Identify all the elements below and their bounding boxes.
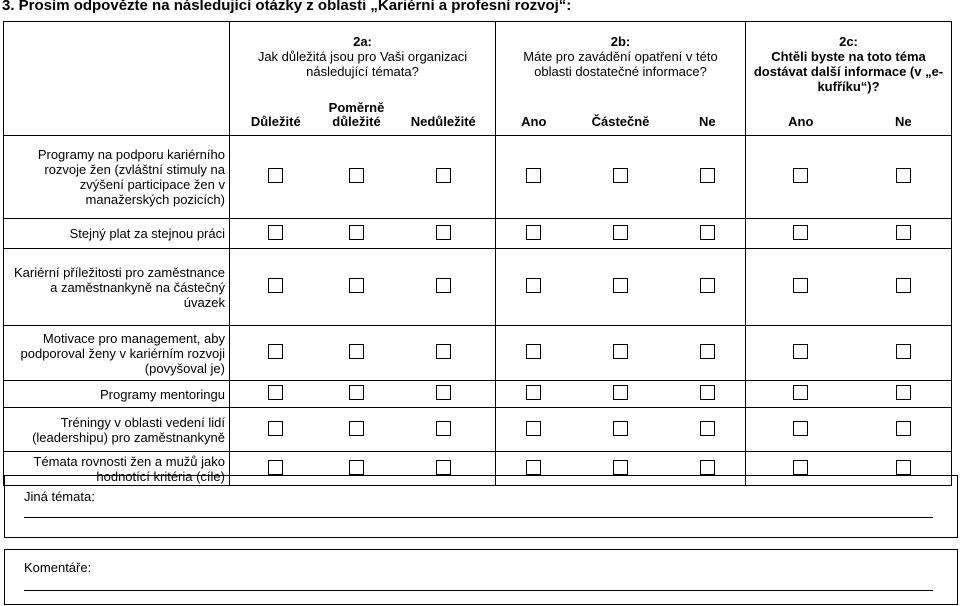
checkbox[interactable] [896,225,911,240]
group-2b-header [496,22,746,100]
checkbox-cell [392,136,496,219]
checkbox-cell [856,219,952,249]
col-header: Důležité [230,100,322,136]
checkbox[interactable] [436,225,451,240]
group-2a-label: 2a: [353,34,372,49]
checkbox-cell [496,326,572,381]
row-label: Kariérní příležitosti pro zaměstnance a zaměstnankyně na částečný úvazek [4,249,230,326]
checkbox-cell [322,219,392,249]
checkbox[interactable] [349,344,364,359]
checkbox-cell [230,136,322,219]
checkbox[interactable] [896,385,911,400]
checkbox-cell [572,249,670,326]
checkbox[interactable] [613,278,628,293]
checkbox-cell [856,381,952,408]
checkbox-cell [670,381,746,408]
col-header: Nedůležité [392,100,496,136]
checkbox-cell [496,249,572,326]
table-row [4,408,952,452]
group-2c-label: 2c: [839,34,858,49]
group-2c-header [746,22,952,100]
checkbox-cell [746,219,856,249]
checkbox[interactable] [268,278,283,293]
checkbox[interactable] [793,460,808,475]
checkbox[interactable] [436,278,451,293]
checkbox-cell [322,326,392,381]
table-row [4,326,952,381]
checkbox-cell [230,381,322,408]
checkbox[interactable] [700,168,715,183]
checkbox[interactable] [700,460,715,475]
row-label: Programy mentoringu [4,381,230,408]
checkbox-cell [230,249,322,326]
checkbox[interactable] [349,168,364,183]
checkbox[interactable] [268,460,283,475]
col-header: Ne [856,100,952,136]
checkbox-cell [746,326,856,381]
checkbox-cell [392,408,496,452]
survey-table [3,21,952,486]
checkbox-cell [322,136,392,219]
checkbox[interactable] [613,385,628,400]
section-title: 3. Prosím odpovězte na následující otázky z oblasti „Kariérní a profesní rozvoj“: [2,0,572,14]
checkbox-cell [746,136,856,219]
checkbox[interactable] [268,225,283,240]
corner-cell [4,22,230,136]
checkbox[interactable] [526,421,541,436]
checkbox-cell [572,326,670,381]
checkbox[interactable] [793,278,808,293]
checkbox-cell [670,408,746,452]
checkbox-cell [392,219,496,249]
checkbox-cell [322,408,392,452]
group-2b-question: Máte pro zavádění opatření v této oblasti dostatečné informace? [523,49,718,79]
checkbox[interactable] [613,168,628,183]
checkbox-cell [572,408,670,452]
checkbox-cell [670,326,746,381]
checkbox-cell [322,249,392,326]
checkbox[interactable] [896,168,911,183]
group-2b-label: 2b: [610,34,631,49]
checkbox-cell [856,408,952,452]
checkbox[interactable] [349,421,364,436]
checkbox-cell [670,136,746,219]
checkbox[interactable] [700,344,715,359]
other-topics-label: Jiná témata: [24,489,95,504]
col-header: Ne [670,100,746,136]
checkbox-cell [392,326,496,381]
row-label: Stejný plat za stejnou práci [4,219,230,249]
checkbox[interactable] [436,421,451,436]
row-label: Tréningy v oblasti vedení lidí (leadershipu) pro zaměstnankyně [4,408,230,452]
group-2c-question: Chtěli byste na toto téma dostávat další informace (v „e-kufříku“)? [753,49,944,94]
row-label: Programy na podporu kariérního rozvoje žen (zvláštní stimuly na zvýšení participace žen v manažerských pozicích) [4,136,230,219]
checkbox-cell [572,136,670,219]
group-2a-header [230,22,496,100]
checkbox[interactable] [896,278,911,293]
checkbox-cell [230,326,322,381]
checkbox-cell [746,381,856,408]
checkbox-cell [746,249,856,326]
table-row [4,249,952,326]
checkbox[interactable] [526,168,541,183]
checkbox[interactable] [526,344,541,359]
checkbox[interactable] [700,278,715,293]
checkbox-cell [670,249,746,326]
checkbox-cell [856,136,952,219]
checkbox[interactable] [613,225,628,240]
comments-box [4,549,958,605]
comments-line[interactable] [24,590,933,591]
checkbox[interactable] [436,385,451,400]
checkbox-cell [392,381,496,408]
checkbox[interactable] [896,344,911,359]
checkbox-cell [572,381,670,408]
checkbox[interactable] [896,421,911,436]
checkbox[interactable] [526,225,541,240]
checkbox-cell [856,326,952,381]
checkbox[interactable] [436,168,451,183]
col-header: Poměrně důležité [322,100,392,136]
checkbox[interactable] [793,421,808,436]
checkbox-cell [496,408,572,452]
checkbox[interactable] [896,460,911,475]
comments-label: Komentáře: [24,560,92,575]
checkbox[interactable] [526,278,541,293]
table-row [4,381,952,408]
checkbox[interactable] [436,460,451,475]
checkbox-cell [392,249,496,326]
checkbox-cell [230,219,322,249]
checkbox[interactable] [793,225,808,240]
checkbox[interactable] [349,385,364,400]
checkbox-cell [230,408,322,452]
checkbox-cell [670,219,746,249]
checkbox-cell [496,136,572,219]
col-header: Částečně [572,100,670,136]
group-2a-question: Jak důležitá jsou pro Vaši organizaci následující témata? [257,49,468,79]
checkbox-cell [572,219,670,249]
checkbox-cell [322,381,392,408]
checkbox[interactable] [268,344,283,359]
checkbox[interactable] [793,385,808,400]
col-header: Ano [746,100,856,136]
checkbox-cell [496,381,572,408]
checkbox[interactable] [700,385,715,400]
checkbox[interactable] [349,225,364,240]
row-label: Motivace pro management, aby podporoval ženy v kariérním rozvoji (povyšoval je) [4,326,230,381]
table-row [4,219,952,249]
checkbox[interactable] [268,168,283,183]
checkbox[interactable] [613,460,628,475]
other-topics-line[interactable] [24,517,933,518]
checkbox[interactable] [349,460,364,475]
other-topics-box [4,475,958,538]
checkbox-cell [496,219,572,249]
checkbox[interactable] [700,225,715,240]
table-row [4,136,952,219]
checkbox-cell [746,408,856,452]
checkbox[interactable] [613,421,628,436]
checkbox[interactable] [700,421,715,436]
checkbox[interactable] [526,385,541,400]
checkbox[interactable] [793,344,808,359]
checkbox[interactable] [268,385,283,400]
checkbox[interactable] [268,421,283,436]
checkbox[interactable] [526,460,541,475]
checkbox[interactable] [436,344,451,359]
checkbox[interactable] [613,344,628,359]
checkbox-cell [856,249,952,326]
checkbox[interactable] [349,278,364,293]
checkbox[interactable] [793,168,808,183]
row-label: Témata rovnosti žen a mužů jako hodnotící kritéria (cíle) [4,452,230,486]
col-header: Ano [496,100,572,136]
